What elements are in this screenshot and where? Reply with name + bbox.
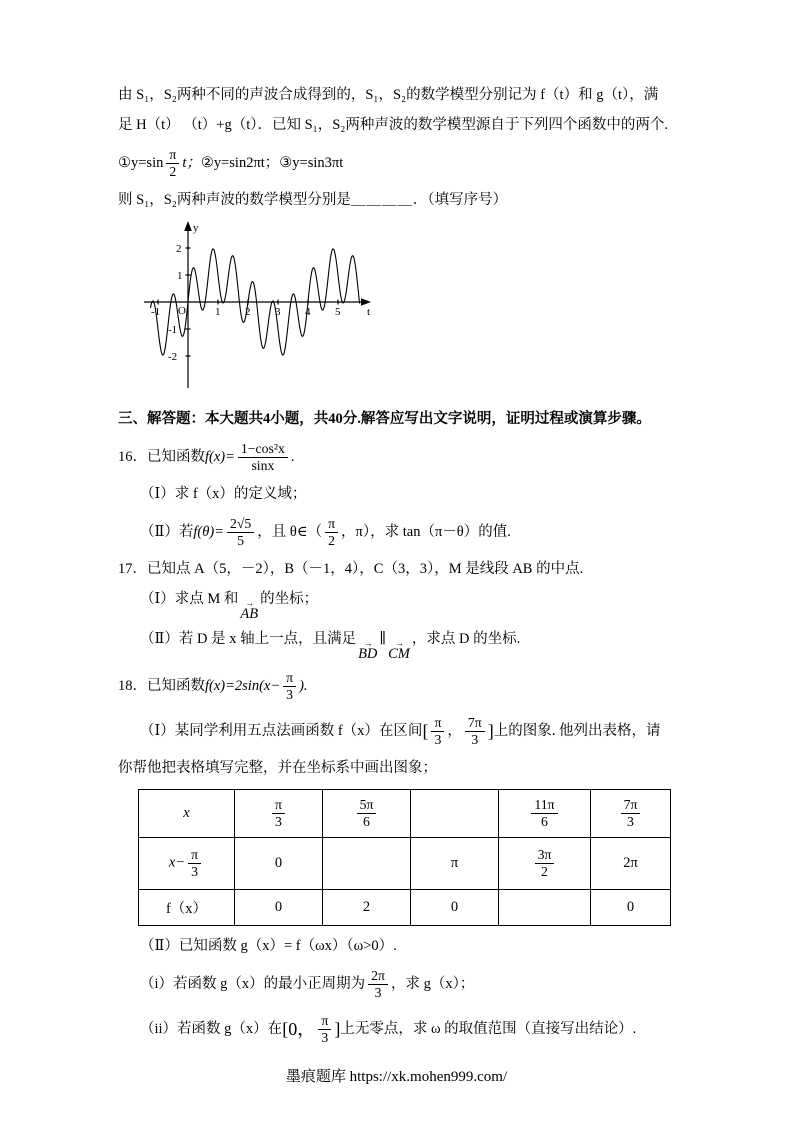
fraction xyxy=(531,797,557,830)
fraction-numerator: π xyxy=(188,847,201,864)
table-cell: 0 xyxy=(411,890,499,926)
q16-p2-feq: f(θ)= xyxy=(193,523,224,540)
fraction xyxy=(535,847,555,880)
phase-prefix: x− xyxy=(168,854,186,871)
footer-brand: 墨痕题库 xyxy=(285,1069,346,1085)
left-bracket: [0， xyxy=(282,1018,316,1039)
table-row-fx xyxy=(139,890,671,926)
fraction-denominator: 5 xyxy=(237,532,245,548)
fraction xyxy=(325,516,338,549)
table-cell xyxy=(499,838,591,890)
q16-p2-prefix: （Ⅱ）若 xyxy=(140,523,194,540)
fraction-denominator: 3 xyxy=(374,984,382,1000)
fraction xyxy=(621,797,641,830)
y-tick-label: -1 xyxy=(168,324,178,336)
parallel-symbol: ∥ xyxy=(379,630,387,647)
y-axis-arrow xyxy=(184,221,192,231)
question-18-head xyxy=(118,666,675,706)
q18-p2ii-prefix: （ii）若函数 g（x）在 xyxy=(140,1020,283,1037)
table-cell xyxy=(323,790,411,838)
question-18-part-2-ii xyxy=(118,1009,675,1049)
table-row-x xyxy=(139,790,671,838)
fraction-denominator: 3 xyxy=(471,731,479,747)
fraction xyxy=(227,516,254,549)
table-cell xyxy=(139,838,235,890)
fraction xyxy=(238,441,288,474)
option-1-prefix: ①y=sin xyxy=(118,154,164,171)
fraction xyxy=(318,1013,331,1046)
vector-CM xyxy=(388,639,410,662)
answer-blank: ＿＿＿＿ xyxy=(350,192,413,208)
five-point-table xyxy=(138,789,671,926)
vector-BD xyxy=(358,639,377,662)
x-axis-label: t xyxy=(367,306,371,318)
y-tick-label: -2 xyxy=(168,351,178,363)
fraction-denominator: 3 xyxy=(286,686,294,702)
fraction xyxy=(188,847,201,880)
q16-head-period: . xyxy=(290,448,295,465)
fraction-numerator: 2√5 xyxy=(227,516,254,533)
answer-line xyxy=(118,188,675,213)
q16-fx: f(x)= xyxy=(205,448,235,465)
fraction-denominator: 3 xyxy=(191,864,199,879)
vector-AB-label: AB xyxy=(240,606,259,622)
table-cell xyxy=(499,790,591,838)
x-tick-label: 5 xyxy=(335,306,341,318)
fraction-numerator: 7π xyxy=(621,797,641,814)
fraction-denominator: 3 xyxy=(321,1029,329,1045)
x-tick-label: 4 xyxy=(305,306,311,318)
option-1-suffix: t； xyxy=(182,154,201,171)
fraction-denominator: 3 xyxy=(434,731,442,747)
q18-head-text: 18．已知函数 xyxy=(118,677,205,694)
answer-prefix: 则 S₁，S₂两种声波的数学模型分别是 xyxy=(118,192,351,208)
table-cell: x xyxy=(139,790,235,838)
function-options-line xyxy=(118,143,675,183)
table-cell-empty xyxy=(411,790,499,838)
q18-p1-prefix: （Ⅰ）某同学利用五点法画函数 f（x）在区间 xyxy=(140,722,423,739)
fraction-numerator: π xyxy=(283,670,296,687)
vector-BD-label: BD xyxy=(358,645,378,662)
vector-arrow-icon: → xyxy=(363,637,372,648)
table-cell: 0 xyxy=(235,838,323,890)
fraction-numerator: 7π xyxy=(465,715,485,732)
fraction xyxy=(368,968,388,1001)
q18-p2i-prefix: （i）若函数 g（x）的最小正周期为 xyxy=(140,975,366,992)
table-cell-empty xyxy=(323,838,411,890)
fraction-denominator: 3 xyxy=(275,814,282,829)
vector-CM-label: CM xyxy=(388,645,410,662)
question-17-head: 17．已知点 A（5，－2），B（－1，4），C（3，3），M 是线段 AB 的中点. xyxy=(118,561,584,577)
fraction-denominator: 6 xyxy=(541,814,548,829)
option-2: ②y=sin2πt； xyxy=(200,154,280,171)
intro-line-2: 足 H（t） （t）+g（t）．已知 S₁，S₂两种声波的数学模型源自于下列四个函数中的两个. xyxy=(118,117,668,133)
fraction-numerator: π xyxy=(318,1013,331,1030)
table-cell: 2π xyxy=(591,838,671,890)
fraction-denominator: 2 xyxy=(169,163,177,179)
fraction xyxy=(166,147,179,180)
q16-p2-middle: ，且 θ∈（ xyxy=(257,523,323,540)
q18-p1-suffix: 上的图象. 他列出表格，请 xyxy=(493,722,661,739)
right-bracket: ] xyxy=(334,1018,341,1039)
question-16-part-1: （Ⅰ）求 f（x）的定义域； xyxy=(140,486,307,502)
fraction-numerator: π xyxy=(166,147,179,164)
fraction-denominator: 2 xyxy=(328,532,336,548)
page-footer xyxy=(0,1065,793,1086)
right-bracket: ] xyxy=(487,720,494,741)
question-18-part-1 xyxy=(118,711,675,751)
x-axis-arrow xyxy=(361,298,371,306)
fraction-numerator: π xyxy=(272,797,285,814)
q17-p1-suffix: 的坐标； xyxy=(260,591,319,607)
fraction-numerator: 2π xyxy=(368,968,388,985)
x-tick-label: -1 xyxy=(151,306,161,318)
fraction-denominator: 2 xyxy=(541,864,548,879)
option-3: ③y=sin3πt xyxy=(279,154,344,171)
question-16-part-2 xyxy=(118,512,675,552)
vector-arrow-icon: → xyxy=(245,598,254,608)
question-17-part-2 xyxy=(118,627,675,662)
fraction-numerator: π xyxy=(431,715,444,732)
x-tick-label: 3 xyxy=(275,306,281,318)
answer-suffix: ．（填写序号） xyxy=(412,192,508,208)
fraction-numerator: π xyxy=(325,516,338,533)
fraction xyxy=(272,797,285,830)
question-18-part-2-i xyxy=(118,964,675,1004)
q18-p2ii-suffix: 上无零点，求 ω 的取值范围（直接写出结论）. xyxy=(340,1020,637,1037)
fraction-numerator: 5π xyxy=(357,797,377,814)
vector-arrow-icon: → xyxy=(395,637,403,648)
origin-label: O xyxy=(178,305,186,317)
question-18-part-2: （Ⅱ）已知函数 g（x）= f（ωx）（ω>0）. xyxy=(140,938,397,954)
waveform-figure xyxy=(140,218,376,394)
q16-head-text: 16．已知函数 xyxy=(118,448,205,465)
question-17-part-1 xyxy=(118,587,675,622)
table-cell-empty xyxy=(499,890,591,926)
waveform-figure-wrap xyxy=(140,218,675,399)
q18-p2i-suffix: ，求 g（x）； xyxy=(391,975,475,992)
table-cell: π xyxy=(411,838,499,890)
fraction xyxy=(283,670,296,703)
q17-p1-prefix: （Ⅰ）求点 M 和 xyxy=(140,591,239,607)
fraction xyxy=(357,797,377,830)
table-cell: 0 xyxy=(235,890,323,926)
fraction xyxy=(431,715,444,748)
footer-link[interactable]: https://xk.mohen999.com/ xyxy=(349,1069,508,1085)
q16-p2-suffix: ，π），求 tan（π－θ）的值. xyxy=(341,523,511,540)
fraction-denominator: 3 xyxy=(627,814,634,829)
x-tick-label: 2 xyxy=(245,306,251,318)
question-18-part-1-line-2: 你帮他把表格填写完整，并在坐标系中画出图象； xyxy=(118,760,437,776)
table-cell: 0 xyxy=(591,890,671,926)
fraction-denominator: sinx xyxy=(251,457,275,473)
q18-head-close: ). xyxy=(299,677,308,694)
q17-p2-suffix: ，求点 D 的坐标. xyxy=(411,630,521,647)
fraction xyxy=(465,715,485,748)
y-tick-label: 1 xyxy=(177,270,183,282)
comma: ， xyxy=(447,722,462,739)
section-3-header: 三、解答题：本大题共4小题，共40分.解答应写出文字说明，证明过程或演算步骤。 xyxy=(118,411,651,427)
x-tick-label: 1 xyxy=(215,306,221,318)
table-cell: 2 xyxy=(323,890,411,926)
fraction-numerator: 3π xyxy=(535,847,555,864)
fraction-numerator: 1−cos²x xyxy=(238,441,288,458)
question-16-head xyxy=(118,437,675,477)
fraction-numerator: 11π xyxy=(531,797,557,814)
q17-p2-prefix: （Ⅱ）若 D 是 x 轴上一点，且满足 xyxy=(140,630,357,647)
table-cell xyxy=(235,790,323,838)
table-row-phase xyxy=(139,838,671,890)
fraction-denominator: 6 xyxy=(363,814,370,829)
q18-fx: f(x)=2sin(x− xyxy=(205,677,281,694)
intro-line-1: 由 S₁，S₂两种不同的声波合成得到的，S₁，S₂的数学模型分别记为 f（t）和 g（t），满 xyxy=(118,87,659,103)
table-cell: f（x） xyxy=(139,890,235,926)
table-cell xyxy=(591,790,671,838)
vector-AB xyxy=(240,599,258,622)
y-tick-label: 2 xyxy=(176,243,182,255)
left-bracket: [ xyxy=(422,720,429,741)
y-axis-label: y xyxy=(193,222,199,234)
